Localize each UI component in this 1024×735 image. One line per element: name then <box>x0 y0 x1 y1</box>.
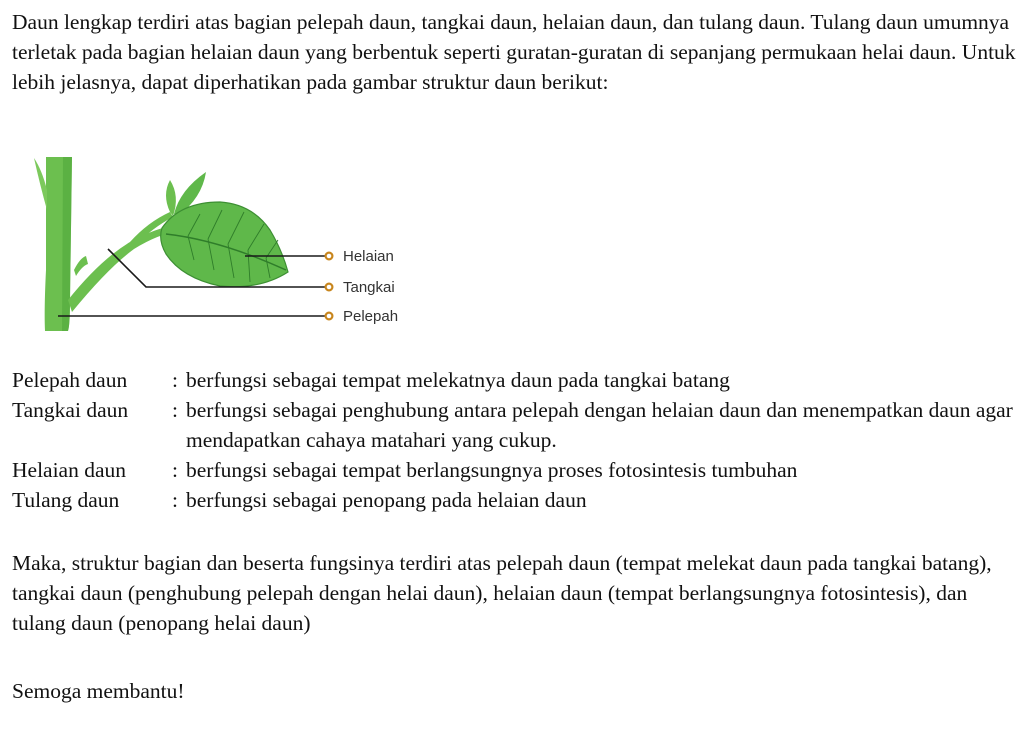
definition-row <box>12 485 1017 515</box>
conclusion-paragraph: Maka, struktur bagian dan beserta fungsinya terdiri atas pelepah daun (tempat melekat daun pada tangkai batang), tangkai daun (penghubung pelepah dengan helai daun), helaian daun (tempat berlangsungnya fotosintesis), dan tulang daun (penopang helai daun) <box>12 551 992 635</box>
label-tangkai: Tangkai <box>343 279 395 296</box>
intro-paragraph: Daun lengkap terdiri atas bagian pelepah daun, tangkai daun, helaian daun, dan tulang daun. Tulang daun umumnya terletak pada bagian helaian daun yang berbentuk seperti guratan-guratan di sepanjang permukaan helai daun. Untuk lebih jelasnya, dapat diperhatikan pada gambar struktur daun berikut: <box>12 10 1016 94</box>
definition-text: berfungsi sebagai tempat berlangsungnya proses fotosintesis tumbuhan <box>186 458 798 482</box>
definition-term: Pelepah daun <box>12 368 128 392</box>
stem-left-edge <box>34 158 47 210</box>
definition-term: Tulang daun <box>12 488 120 512</box>
definition-text: berfungsi sebagai penopang pada helaian daun <box>186 488 587 512</box>
definition-term: Helaian daun <box>12 458 127 482</box>
definition-row <box>12 455 1017 485</box>
definition-colon: : <box>172 488 178 512</box>
closing-text: Semoga membantu! <box>12 679 185 703</box>
definition-term: Tangkai daun <box>12 398 129 422</box>
definition-list <box>12 365 1017 515</box>
leader-dot-tangkai <box>326 284 333 291</box>
definition-row <box>12 395 1017 455</box>
definition-text: berfungsi sebagai penghubung antara pelepah dengan helaian daun dan menempatkan daun agar mendapatkan cahaya matahari yang cukup. <box>186 398 1013 452</box>
definition-text: berfungsi sebagai tempat melekatnya daun pada tangkai batang <box>186 368 730 392</box>
definition-colon: : <box>172 458 178 482</box>
definition-row <box>12 365 1017 395</box>
leaf-structure-diagram <box>30 150 430 340</box>
definition-colon: : <box>172 368 178 392</box>
leader-dot-pelepah <box>326 313 333 320</box>
stem-stub <box>74 256 88 276</box>
bud-leaf-1 <box>166 180 176 216</box>
leader-dot-helaian <box>326 253 333 260</box>
definition-colon: : <box>172 398 178 422</box>
label-helaian: Helaian <box>343 248 394 265</box>
label-pelepah: Pelepah <box>343 308 399 325</box>
